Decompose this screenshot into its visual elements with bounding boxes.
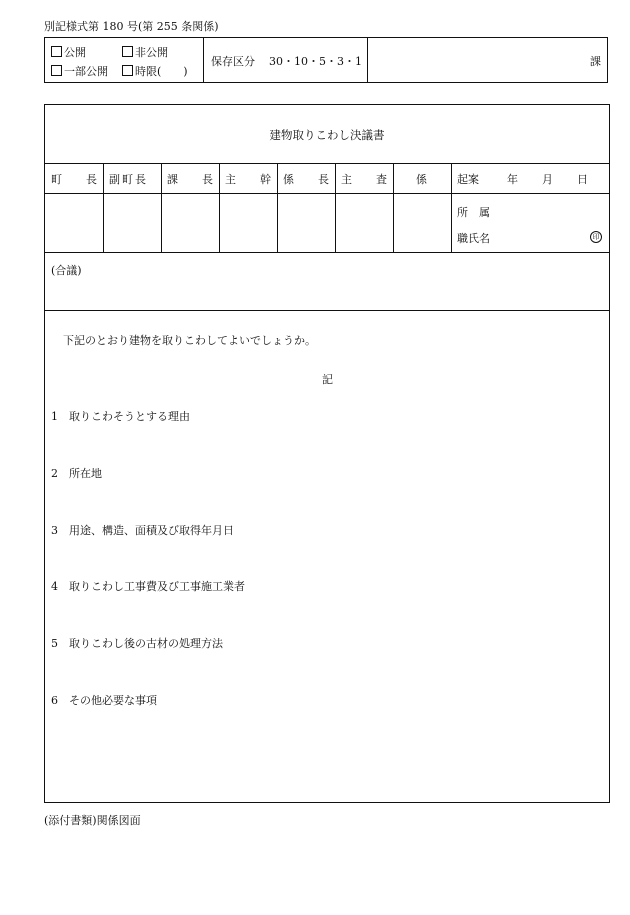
approver-section-chief: 課 長 xyxy=(167,173,213,186)
partial-public-checkbox[interactable]: 一部公開 xyxy=(51,63,108,79)
draft-day: 日 xyxy=(577,173,588,186)
item-usage-structure: 3 用途、構造、面積及び取得年月日 xyxy=(51,524,234,537)
draft-month: 月 xyxy=(542,173,553,186)
item-reason: 1 取りこわそうとする理由 xyxy=(51,410,190,423)
form-number-label: 別記様式第 180 号(第 255 条関係) xyxy=(44,20,219,33)
draft-year: 年 xyxy=(507,173,518,186)
item-location: 2 所在地 xyxy=(51,467,102,480)
section-suffix: 課 xyxy=(590,55,601,68)
approver-supervisor: 主 幹 xyxy=(225,173,271,186)
consultation-label: (合議) xyxy=(51,264,82,277)
approver-inspector: 主 査 xyxy=(341,173,387,186)
approver-unit-chief: 係 長 xyxy=(283,173,329,186)
approver-deputy-mayor: 副町長 xyxy=(109,173,148,186)
draft-label: 起案 xyxy=(457,173,479,186)
item-material-disposal: 5 取りこわし後の古材の処理方法 xyxy=(51,637,223,650)
approver-mayor: 町 長 xyxy=(51,173,97,186)
intro-sentence: 下記のとおり建物を取りこわしてよいでしょうか。 xyxy=(63,334,316,347)
approver-staff: 係 xyxy=(416,173,427,186)
time-limited-checkbox[interactable]: 時限( ) xyxy=(122,63,188,79)
storage-cell xyxy=(203,38,368,82)
classification-box xyxy=(44,37,608,83)
attachments-note: (添付書類)関係図面 xyxy=(44,814,141,827)
private-checkbox[interactable]: 非公開 xyxy=(122,44,168,60)
item-cost-contractor: 4 取りこわし工事費及び工事施工業者 xyxy=(51,580,245,593)
item-other: 6 その他必要な事項 xyxy=(51,694,157,707)
decision-form xyxy=(44,104,610,803)
seal-icon: 印 xyxy=(590,231,602,243)
storage-label: 保存区分 xyxy=(211,55,255,68)
affiliation-label: 所 属 xyxy=(457,206,490,219)
form-title: 建物取りこわし決議書 xyxy=(269,128,385,142)
public-checkbox[interactable]: 公開 xyxy=(51,44,86,60)
disclosure-cell xyxy=(45,38,204,82)
ki-heading: 記 xyxy=(322,373,333,386)
storage-values: 30・10・5・3・1 xyxy=(269,55,362,68)
name-label: 職氏名 xyxy=(457,232,490,245)
